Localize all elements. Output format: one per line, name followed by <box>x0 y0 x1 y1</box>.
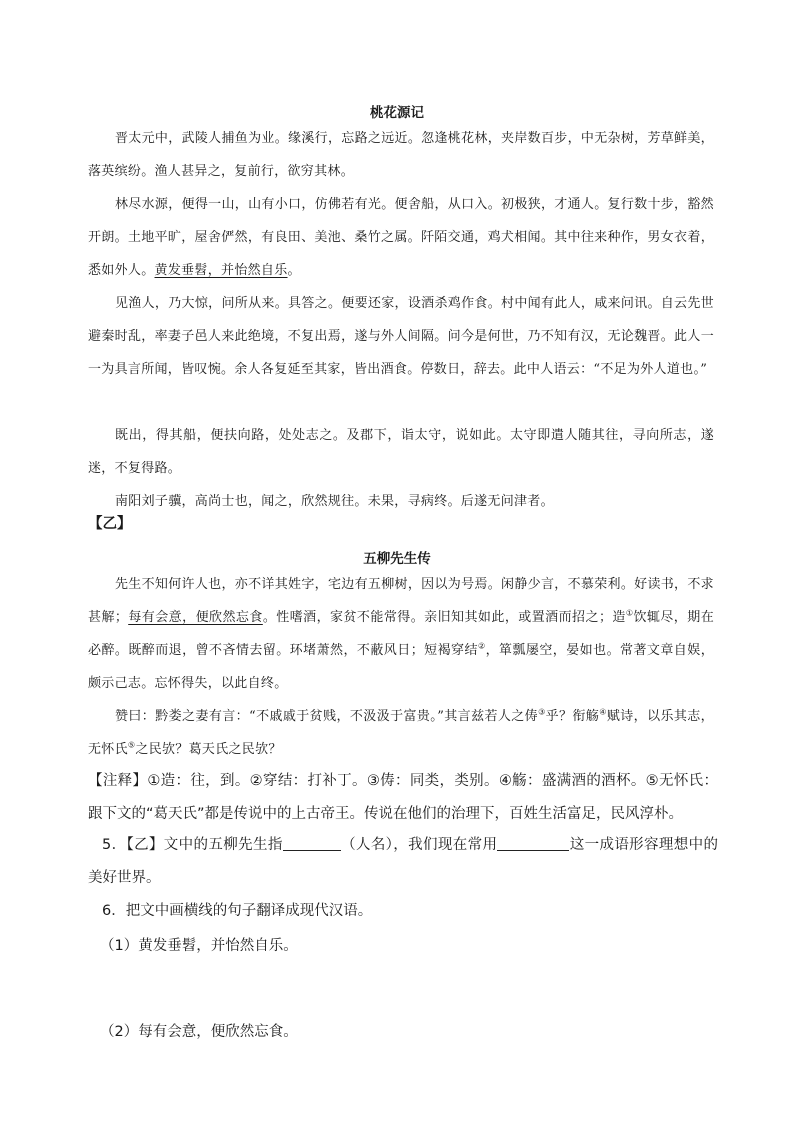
wuliu-p1-text-c: 饮辄尽，期在必醉。既醉而退，曾不吝情去留。环堵萧然，不蔽风日；短褐穿结 <box>88 610 714 658</box>
notes-paragraph <box>88 765 718 831</box>
q5-suffix: 这一成语形容理想中的美好世界。 <box>88 837 719 886</box>
taohua-paragraph-4: 既出，得其船，便扶向路，处处志之。及郡下，诣太守，说如此。太守即遣人随其往，寻向所志，遂迷，不复得路。 <box>88 428 714 476</box>
wuliu-title: 五柳先生传 <box>363 551 431 567</box>
notes-label: 【注释】 <box>88 773 148 789</box>
taohua-paragraph-2 <box>88 188 714 287</box>
answer-blank-name[interactable] <box>283 836 341 851</box>
wuliu-p1-text-a: 先生不知何许人也，亦不详其姓字，宅边有五柳树，因以为号焉。闲静少言，不慕荣利。好读书，不求甚解； <box>88 577 714 625</box>
taohua-title: 桃花源记 <box>370 105 424 121</box>
q5-mid: （人名），我们现在常用 <box>340 837 498 853</box>
taohua-paragraph-1: 晋太元中，武陵人捕鱼为业。缘溪行，忘路之远近。忽逢桃花林，夹岸数百步，中无杂树，芳草鲜美，落英缤纷。渔人甚异之，复前行，欲穷其林。 <box>88 131 714 179</box>
footnote-marker-3: ③ <box>538 707 546 717</box>
wuliu-p2-text-d: 之民欤？葛天氏之民欤？ <box>135 742 282 757</box>
wuliu-p1-text-b: 。性嗜酒，家贫不能常得。亲旧知其如此，或置酒而招之；造 <box>262 610 626 625</box>
underlined-sentence-2: 每有会意，便欣然忘食 <box>128 610 263 625</box>
wuliu-paragraph-1 <box>88 568 714 700</box>
wuliu-p2-text-c: 赋诗，以乐其志，无怀氏 <box>88 709 714 757</box>
notes-text: ①造：往，到。②穿结：打补丁。③俦：同类，类别。④觞：盛满酒的酒杯。⑤无怀氏：跟下文的“葛天氏”都是传说中的上古帝王。传说在他们的治理下，百姓生活富足，民风淳朴。 <box>88 773 719 822</box>
question-6: 6．把文中画横线的句子翻译成现代汉语。 <box>102 903 373 919</box>
q5-prefix: 5．【乙】文中的五柳先生指 <box>102 837 283 853</box>
wuliu-p2-text-a: 赞曰：黔娄之妻有言：“不戚戚于贫贱，不汲汲于富贵。”其言兹若人之俦 <box>115 709 539 724</box>
footnote-marker-2: ② <box>477 641 486 651</box>
question-6-part-2: （2）每有会意，便欣然忘食。 <box>100 1024 298 1040</box>
taohua-paragraph-3: 见渔人，乃大惊，问所从来。具答之。便要还家，设酒杀鸡作食。村中闻有此人，咸来问讯。自云先世避秦时乱，率妻子邑人来此绝境，不复出焉，遂与外人间隔。问今是何世，乃不知有汉，无论魏晋。此人一一为具言所闻，皆叹惋。余人各复延至其家，皆出酒食。停数日，辞去。此中人语云：“不足为外人道也。” <box>88 296 714 377</box>
question-5 <box>88 829 718 895</box>
footnote-marker-1: ① <box>625 608 634 618</box>
taohua-paragraph-5: 南阳刘子骥，高尚士也，闻之，欣然规往。未果，寻病终。后遂无问津者。 <box>115 494 554 509</box>
footnote-marker-4: ④ <box>599 707 607 717</box>
taohua-p2-end: 。 <box>287 263 301 278</box>
taohua-p2-text: 林尽水源，便得一山，山有小口，仿佛若有光。便舍船，从口入。初极狭，才通人。复行数十步，豁然开朗。土地平旷，屋舍俨然，有良田、美池、桑竹之属。阡陌交通，鸡犬相闻。其中往来种作，男女衣着，悉如外人。 <box>88 197 714 278</box>
footnote-marker-5: ⑤ <box>127 740 136 750</box>
underlined-sentence-1: 黄发垂髫，并怡然自乐 <box>154 263 288 278</box>
wuliu-p2-text-b: 乎？衔觞 <box>545 709 600 724</box>
wuliu-paragraph-2 <box>88 700 714 766</box>
wuliu-p1-text-d: ，箪瓢屡空，晏如也。常著文章自娱，颇示己志。忘怀得失，以此自终。 <box>88 643 714 691</box>
answer-blank-idiom[interactable] <box>497 836 569 851</box>
question-6-part-1: （1）黄发垂髫，并怡然自乐。 <box>100 938 298 954</box>
section-label-yi: 【乙】 <box>88 516 132 532</box>
